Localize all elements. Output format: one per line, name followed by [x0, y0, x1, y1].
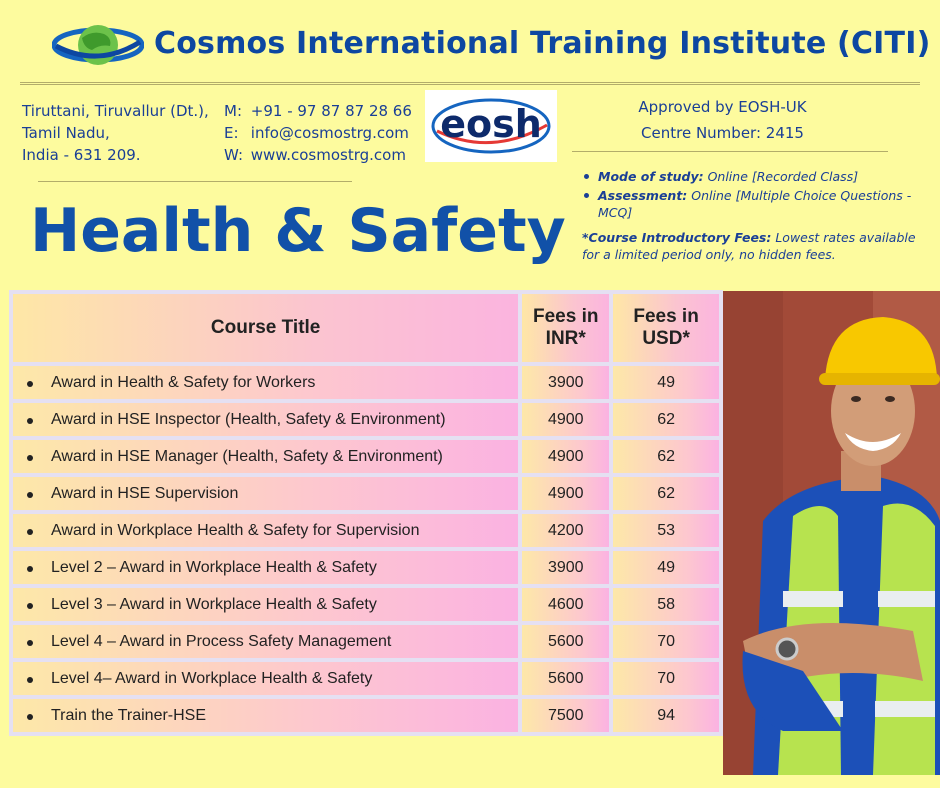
page-headline: Health & Safety — [30, 196, 566, 266]
fee-inr-cell: 4900 — [520, 475, 611, 512]
divider — [572, 151, 888, 152]
address-line: India - 631 209. — [22, 146, 141, 164]
worker-photo — [723, 291, 940, 775]
phone-number[interactable]: +91 - 97 87 87 28 66 — [250, 102, 412, 120]
table-row — [11, 364, 721, 401]
column-header-course: Course Title — [11, 292, 520, 364]
email-address[interactable]: info@cosmostrg.com — [250, 124, 409, 142]
assessment — [582, 187, 922, 221]
fees-value: Lowest rates available for a limited period only, no hidden fees. — [582, 230, 916, 262]
fee-usd-cell: 58 — [611, 586, 721, 623]
divider — [38, 181, 352, 182]
mode-of-study — [582, 168, 922, 185]
approved-by: Approved by EOSH-UK — [638, 98, 807, 116]
eosh-logo — [425, 90, 557, 162]
fee-usd-cell: 62 — [611, 438, 721, 475]
fees-note — [582, 229, 922, 263]
globe-logo-icon — [52, 20, 144, 70]
course-title-cell: Award in HSE Inspector (Health, Safety & Environment) — [11, 401, 520, 438]
fee-inr-cell: 7500 — [520, 697, 611, 734]
approval-block — [600, 94, 845, 146]
web-key: W: — [224, 146, 244, 164]
column-header-usd: Fees in USD* — [611, 292, 721, 364]
assessment-label: Assessment: — [598, 188, 688, 203]
fee-inr-cell: 4200 — [520, 512, 611, 549]
fees-label: *Course Introductory Fees: — [582, 230, 772, 245]
course-title-cell: Train the Trainer-HSE — [11, 697, 520, 734]
table-row — [11, 623, 721, 660]
table-row — [11, 475, 721, 512]
centre-number: Centre Number: 2415 — [641, 124, 804, 142]
table-row — [11, 438, 721, 475]
fee-inr-cell: 3900 — [520, 549, 611, 586]
course-title-cell: Level 4 – Award in Process Safety Management — [11, 623, 520, 660]
course-title-cell: Award in Health & Safety for Workers — [11, 364, 520, 401]
course-info — [582, 168, 922, 263]
assessment-value: Online [Multiple Choice Questions - MCQ] — [598, 188, 912, 220]
fee-inr-cell: 5600 — [520, 623, 611, 660]
phone-row — [224, 100, 412, 122]
course-title-cell: Award in Workplace Health & Safety for Supervision — [11, 512, 520, 549]
fee-inr-cell: 3900 — [520, 364, 611, 401]
table-row — [11, 660, 721, 697]
course-fee-table — [9, 290, 723, 775]
construction-worker-image — [723, 291, 940, 775]
email-row — [224, 122, 412, 144]
phone-key: M: — [224, 102, 242, 120]
fee-usd-cell: 49 — [611, 549, 721, 586]
address-line: Tamil Nadu, — [22, 124, 110, 142]
table-row — [11, 697, 721, 734]
table-row — [11, 512, 721, 549]
website-link[interactable]: www.cosmostrg.com — [250, 146, 406, 164]
header-divider — [20, 82, 920, 85]
fee-usd-cell: 62 — [611, 475, 721, 512]
fee-inr-cell: 4600 — [520, 586, 611, 623]
mode-label: Mode of study: — [598, 169, 704, 184]
fee-usd-cell: 70 — [611, 623, 721, 660]
eosh-logo-text: eosh — [440, 102, 542, 146]
fee-inr-cell: 4900 — [520, 438, 611, 475]
email-key: E: — [224, 124, 239, 142]
table-row — [11, 549, 721, 586]
fee-usd-cell: 62 — [611, 401, 721, 438]
fee-usd-cell: 53 — [611, 512, 721, 549]
course-title-cell: Award in HSE Supervision — [11, 475, 520, 512]
table-row — [11, 586, 721, 623]
fee-usd-cell: 70 — [611, 660, 721, 697]
eosh-logo-icon — [429, 95, 553, 157]
course-title-cell: Level 3 – Award in Workplace Health & Safety — [11, 586, 520, 623]
address-block — [22, 100, 209, 166]
table-row — [11, 401, 721, 438]
column-header-inr: Fees in INR* — [520, 292, 611, 364]
course-title-cell: Level 2 – Award in Workplace Health & Safety — [11, 549, 520, 586]
fee-inr-cell: 4900 — [520, 401, 611, 438]
fee-usd-cell: 49 — [611, 364, 721, 401]
fee-usd-cell: 94 — [611, 697, 721, 734]
institute-title: Cosmos International Training Institute (CITI) — [154, 26, 931, 61]
contact-block — [224, 100, 412, 166]
fee-inr-cell: 5600 — [520, 660, 611, 697]
course-title-cell: Award in HSE Manager (Health, Safety & Environment) — [11, 438, 520, 475]
mode-value: Online [Recorded Class] — [707, 169, 859, 184]
web-row — [224, 144, 412, 166]
course-title-cell: Level 4– Award in Workplace Health & Safety — [11, 660, 520, 697]
address-line: Tiruttani, Tiruvallur (Dt.), — [22, 102, 209, 120]
